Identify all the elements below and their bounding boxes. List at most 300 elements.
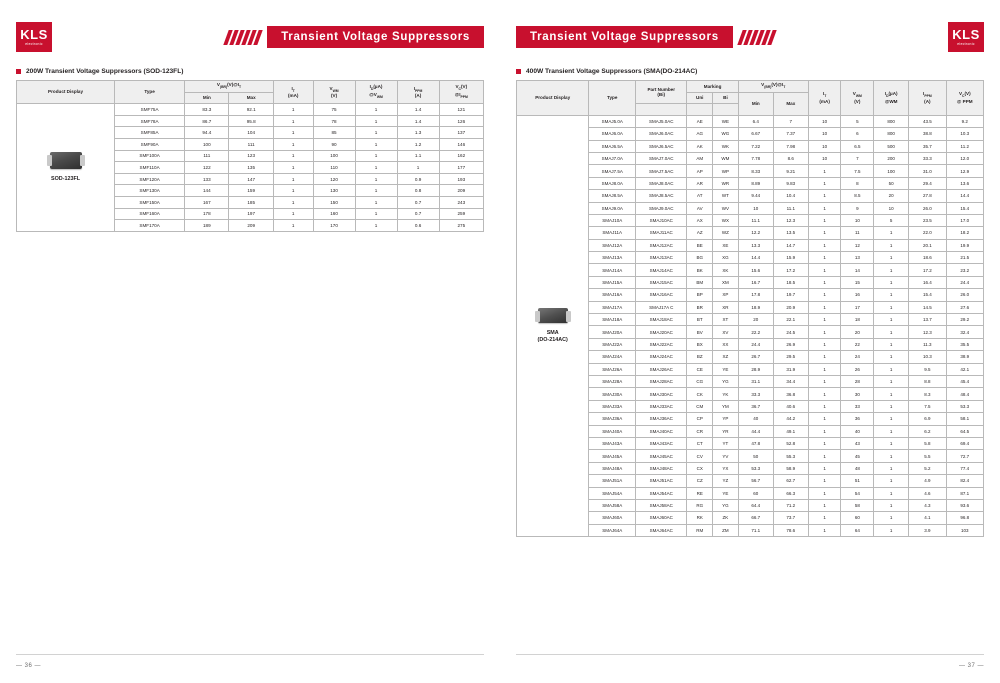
- cell-id: 5: [874, 214, 909, 226]
- cell-vc: 11.2: [946, 140, 983, 152]
- cell-id: 1: [874, 425, 909, 437]
- section-title-left: [16, 68, 484, 75]
- cell-id: 1: [874, 314, 909, 326]
- table-cell: 1.3: [397, 127, 439, 139]
- cell-vc: 10.3: [946, 128, 983, 140]
- product-display-cell: [17, 104, 115, 232]
- cell-vbr-min: 9.44: [738, 190, 773, 202]
- table-cell: 85: [313, 127, 355, 139]
- table-cell: 126: [439, 115, 483, 127]
- cell-vc: 14.4: [946, 190, 983, 202]
- cell-part-number: SMAJ64AC: [636, 524, 687, 536]
- page-number-right: — 37 —: [958, 663, 984, 669]
- cell-part-number: SMAJ20AC: [636, 326, 687, 338]
- cell-part-number: SMAJ17A C: [636, 301, 687, 313]
- cell-marking-uni: CG: [687, 375, 713, 387]
- cell-ipp: 5.8: [909, 437, 946, 449]
- cell-part-number: SMAJ22AC: [636, 338, 687, 350]
- cell-vc: 15.4: [946, 202, 983, 214]
- cell-vbr-max: 9.21: [773, 165, 808, 177]
- cell-marking-uni: BX: [687, 338, 713, 350]
- table-cell: 1: [355, 173, 397, 185]
- cell-type: SMAJ40A: [589, 425, 636, 437]
- th-r-id: [874, 81, 909, 116]
- cell-id: 1: [874, 524, 909, 536]
- cell-part-number: SMAJ13AC: [636, 252, 687, 264]
- table-cell: 1: [273, 150, 313, 162]
- cell-marking-uni: BK: [687, 264, 713, 276]
- th-id-line2: @V: [369, 92, 377, 98]
- cell-id: 1: [874, 326, 909, 338]
- cell-type: SMAJ36A: [589, 413, 636, 425]
- cell-vbr-max: 7.98: [773, 140, 808, 152]
- cell-vc: 96.8: [946, 512, 983, 524]
- table-cell: 92.1: [229, 104, 273, 116]
- cell-type: SMAJ8.0A: [589, 177, 636, 189]
- cell-ipp: 22.0: [909, 227, 946, 239]
- cell-type: SMAJ54A: [589, 487, 636, 499]
- table-cell: 95.8: [229, 115, 273, 127]
- cell-id: 1: [874, 252, 909, 264]
- cell-type: SMF160A: [115, 208, 185, 220]
- product-package-label-line1: SMA: [546, 329, 559, 336]
- cell-id: 1: [874, 512, 909, 524]
- cell-id: 500: [874, 140, 909, 152]
- cell-marking-bi: ZK: [713, 512, 739, 524]
- th-r-vc-sub: C: [962, 94, 965, 99]
- cell-type: SMAJ43A: [589, 437, 636, 449]
- cell-vbr-min: 31.1: [738, 375, 773, 387]
- cell-marking-bi: YV: [713, 450, 739, 462]
- table-cell: 243: [439, 196, 483, 208]
- product-package-label: SOD-123FL: [51, 175, 81, 182]
- cell-type: SMAJ6.5A: [589, 140, 636, 152]
- cell-marking-bi: YE: [713, 487, 739, 499]
- cell-it: 1: [808, 351, 841, 363]
- cell-part-number: SMAJ28AC: [636, 375, 687, 387]
- cell-it: 1: [808, 214, 841, 226]
- cell-marking-bi: YM: [713, 400, 739, 412]
- cell-marking-uni: CT: [687, 437, 713, 449]
- cell-vc: 82.4: [946, 475, 983, 487]
- th-r-bi-spacer: [713, 104, 739, 116]
- cell-vbr-max: 20.9: [773, 301, 808, 313]
- th-r-ipp-unit: (A): [924, 99, 931, 105]
- cell-it: 1: [808, 326, 841, 338]
- cell-ipp: 15.4: [909, 289, 946, 301]
- cell-part-number: SMAJ8.0AC: [636, 177, 687, 189]
- cell-type: SMAJ11A: [589, 227, 636, 239]
- cell-id: 1: [874, 462, 909, 474]
- cell-marking-uni: BM: [687, 276, 713, 288]
- cell-vwm: 24: [841, 351, 874, 363]
- cell-vbr-min: 64.4: [738, 499, 773, 511]
- cell-vwm: 40: [841, 425, 874, 437]
- cell-vbr-max: 12.3: [773, 214, 808, 226]
- cell-marking-bi: XP: [713, 289, 739, 301]
- cell-marking-bi: XR: [713, 301, 739, 313]
- th-vwm: [313, 81, 355, 104]
- cell-vwm: 33: [841, 400, 874, 412]
- cell-vbr-min: 53.3: [738, 462, 773, 474]
- table-cell: 1: [355, 115, 397, 127]
- cell-it: 10: [808, 152, 841, 164]
- cell-marking-uni: CZ: [687, 475, 713, 487]
- cell-marking-uni: BE: [687, 239, 713, 251]
- header-title-left: Transient Voltage Suppressors: [267, 26, 484, 48]
- cell-it: 1: [808, 202, 841, 214]
- page-right: [500, 0, 1000, 683]
- cell-part-number: SMAJ7.0AC: [636, 152, 687, 164]
- cell-marking-bi: YK: [713, 388, 739, 400]
- cell-vbr-max: 10.4: [773, 190, 808, 202]
- cell-marking-bi: XG: [713, 252, 739, 264]
- cell-it: 1: [808, 338, 841, 350]
- cell-marking-bi: WE: [713, 115, 739, 127]
- slash-decoration-icon-right: [740, 30, 774, 45]
- cell-type: SMAJ60A: [589, 512, 636, 524]
- table-row: [517, 115, 984, 127]
- cell-vbr-max: 24.5: [773, 326, 808, 338]
- cell-marking-bi: YG: [713, 499, 739, 511]
- cell-part-number: SMAJ6.0AC: [636, 128, 687, 140]
- table-cell: 147: [229, 173, 273, 185]
- cell-id: 1: [874, 375, 909, 387]
- th-id-sub: D: [370, 87, 374, 92]
- page-header-right: [516, 20, 984, 54]
- table-cell: 1: [273, 138, 313, 150]
- cell-marking-uni: CV: [687, 450, 713, 462]
- bullet-square-icon: [16, 69, 21, 74]
- cell-vc: 42.1: [946, 363, 983, 375]
- cell-ipp: 4.9: [909, 475, 946, 487]
- table-row: [17, 104, 484, 116]
- cell-ipp: 14.5: [909, 301, 946, 313]
- cell-type: SMAJ14A: [589, 264, 636, 276]
- cell-id: 50: [874, 177, 909, 189]
- cell-ipp: 4.6: [909, 487, 946, 499]
- cell-type: SMAJ6.0A: [589, 128, 636, 140]
- cell-vbr-max: 15.9: [773, 252, 808, 264]
- cell-vwm: 58: [841, 499, 874, 511]
- cell-type: SMF120A: [115, 173, 185, 185]
- cell-vc: 32.4: [946, 326, 983, 338]
- th-ipp-i: I: [413, 85, 416, 91]
- cell-ipp: 18.6: [909, 252, 946, 264]
- cell-vc: 12.0: [946, 152, 983, 164]
- cell-part-number: SMAJ60AC: [636, 512, 687, 524]
- cell-marking-bi: WR: [713, 177, 739, 189]
- cell-ipp: 9.5: [909, 363, 946, 375]
- cell-vbr-max: 8.6: [773, 152, 808, 164]
- th-r-part-number: [636, 81, 687, 104]
- th-r-vbr-rest: (V)@I: [771, 82, 784, 88]
- cell-id: 1: [874, 413, 909, 425]
- th-r-vbr-min: Min: [738, 92, 773, 115]
- cell-vwm: 14: [841, 264, 874, 276]
- cell-marking-bi: YT: [713, 437, 739, 449]
- table-cell: 130: [313, 185, 355, 197]
- cell-part-number: SMAJ6.5AC: [636, 140, 687, 152]
- cell-vwm: 20: [841, 326, 874, 338]
- th-r-product-display: Product Display: [517, 81, 589, 116]
- cell-vbr-max: 7: [773, 115, 808, 127]
- cell-vbr-min: 16.7: [738, 276, 773, 288]
- cell-type: SMF90A: [115, 138, 185, 150]
- cell-id: 1: [874, 301, 909, 313]
- cell-vwm: 6: [841, 128, 874, 140]
- section-title-right: [516, 68, 984, 75]
- th-vbr-max: Max: [229, 92, 273, 104]
- cell-it: 1: [808, 388, 841, 400]
- th-vwm-v: V: [329, 85, 333, 91]
- cell-marking-uni: CX: [687, 462, 713, 474]
- table-cell: 94.4: [185, 127, 229, 139]
- cell-vbr-min: 28.9: [738, 363, 773, 375]
- cell-ipp: 13.7: [909, 314, 946, 326]
- th-r-vwm-sub: WM: [855, 94, 862, 99]
- logo-text-right: KLS: [952, 26, 980, 42]
- table-cell: 120: [313, 173, 355, 185]
- cell-marking-uni: RK: [687, 512, 713, 524]
- cell-vbr-max: 13.5: [773, 227, 808, 239]
- th-vbr-min: Min: [185, 92, 229, 104]
- cell-vwm: 12: [841, 239, 874, 251]
- cell-vbr-min: 15.6: [738, 264, 773, 276]
- table-cell: 78: [313, 115, 355, 127]
- table-cell: 1.4: [397, 115, 439, 127]
- cell-vbr-min: 66.7: [738, 512, 773, 524]
- table-400w-body: [517, 115, 984, 536]
- cell-ipp: 20.1: [909, 239, 946, 251]
- cell-vbr-min: 6.67: [738, 128, 773, 140]
- th-ipp: [397, 81, 439, 104]
- table-cell: 1: [273, 196, 313, 208]
- cell-it: 1: [808, 413, 841, 425]
- table-cell: 1.2: [397, 138, 439, 150]
- cell-marking-bi: XK: [713, 264, 739, 276]
- table-cell: 159: [229, 185, 273, 197]
- table-cell: 1: [355, 185, 397, 197]
- cell-marking-bi: WZ: [713, 227, 739, 239]
- th-r-part-number-spacer: [636, 104, 687, 116]
- cell-vbr-max: 9.83: [773, 177, 808, 189]
- cell-vwm: 18: [841, 314, 874, 326]
- th-vbr-rest: (V)@I: [227, 82, 239, 88]
- table-cell: 86.7: [185, 115, 229, 127]
- cell-vwm: 13: [841, 252, 874, 264]
- cell-type: SMF150A: [115, 196, 185, 208]
- th-id-unit: (µA): [373, 84, 383, 90]
- cell-type: SMAJ64A: [589, 524, 636, 536]
- cell-it: 1: [808, 276, 841, 288]
- cell-id: 1: [874, 475, 909, 487]
- cell-type: SMAJ10A: [589, 214, 636, 226]
- cell-vbr-max: 36.8: [773, 388, 808, 400]
- cell-type: SMAJ7.5A: [589, 165, 636, 177]
- table-cell: 150: [313, 196, 355, 208]
- cell-vbr-max: 29.5: [773, 351, 808, 363]
- sod-123fl-package-icon: [50, 152, 82, 169]
- table-cell: 193: [439, 173, 483, 185]
- cell-marking-uni: AV: [687, 202, 713, 214]
- table-cell: 209: [229, 220, 273, 232]
- cell-vwm: 45: [841, 450, 874, 462]
- th-r-it: [808, 81, 841, 116]
- cell-ipp: 11.3: [909, 338, 946, 350]
- cell-ipp: 5.2: [909, 462, 946, 474]
- cell-marking-uni: AM: [687, 152, 713, 164]
- cell-marking-uni: RG: [687, 499, 713, 511]
- cell-type: SMF75A: [115, 104, 185, 116]
- cell-vbr-min: 10: [738, 202, 773, 214]
- cell-it: 1: [808, 400, 841, 412]
- th-type: Type: [115, 81, 185, 104]
- th-vbr-rest-sub: T: [239, 85, 242, 90]
- cell-id: 800: [874, 115, 909, 127]
- cell-part-number: SMAJ58AC: [636, 499, 687, 511]
- cell-ipp: 5.5: [909, 450, 946, 462]
- table-cell: 0.6: [397, 220, 439, 232]
- table-cell: 1: [273, 220, 313, 232]
- cell-vbr-max: 22.1: [773, 314, 808, 326]
- cell-vc: 35.5: [946, 338, 983, 350]
- cell-vwm: 5: [841, 115, 874, 127]
- product-package-label-line2: (DO-214AC): [537, 336, 568, 343]
- cell-id: 1: [874, 388, 909, 400]
- th-product-display: Product Display: [17, 81, 115, 104]
- cell-type: SMAJ28A: [589, 375, 636, 387]
- cell-vbr-max: 55.3: [773, 450, 808, 462]
- table-cell: 123: [229, 150, 273, 162]
- cell-part-number: SMAJ51AC: [636, 475, 687, 487]
- cell-marking-bi: WP: [713, 165, 739, 177]
- cell-marking-uni: CR: [687, 425, 713, 437]
- table-cell: 1.4: [397, 104, 439, 116]
- cell-part-number: SMAJ14AC: [636, 264, 687, 276]
- th-r-vwm-unit: (V): [854, 99, 861, 105]
- cell-marking-uni: CP: [687, 413, 713, 425]
- cell-part-number: SMAJ54AC: [636, 487, 687, 499]
- cell-part-number: SMAJ16AC: [636, 289, 687, 301]
- th-r-it-i: I: [822, 91, 825, 97]
- th-r-vc-v: V: [958, 91, 963, 97]
- cell-marking-bi: WG: [713, 128, 739, 140]
- table-cell: 1.1: [397, 150, 439, 162]
- cell-vwm: 15: [841, 276, 874, 288]
- th-r-vbr-sub: (BR): [764, 85, 772, 90]
- logo-subtitle: electronic: [25, 41, 43, 46]
- cell-part-number: SMAJ24AC: [636, 351, 687, 363]
- cell-it: 1: [808, 239, 841, 251]
- header-bar-left: [52, 26, 484, 48]
- table-cell: 160: [313, 208, 355, 220]
- slash-decoration-icon: [226, 30, 260, 45]
- table-cell: 1: [355, 127, 397, 139]
- th-it-unit: (mA): [287, 93, 299, 99]
- cell-type: SMAJ15A: [589, 276, 636, 288]
- cell-ipp: 38.8: [909, 128, 946, 140]
- cell-ipp: 27.8: [909, 190, 946, 202]
- cell-it: 1: [808, 450, 841, 462]
- cell-part-number: SMAJ26AC: [636, 363, 687, 375]
- cell-marking-bi: XT: [713, 314, 739, 326]
- cell-vbr-max: 66.3: [773, 487, 808, 499]
- cell-ipp: 43.5: [909, 115, 946, 127]
- cell-vc: 64.5: [946, 425, 983, 437]
- table-cell: 1: [273, 115, 313, 127]
- cell-vbr-min: 44.4: [738, 425, 773, 437]
- cell-type: SMAJ12A: [589, 239, 636, 251]
- th-vbr-sub: (BR): [219, 85, 228, 90]
- table-cell: 122: [185, 162, 229, 174]
- cell-it: 1: [808, 252, 841, 264]
- cell-vbr-min: 24.4: [738, 338, 773, 350]
- cell-part-number: SMAJ33AC: [636, 400, 687, 412]
- th-r-it-sub: T: [824, 94, 827, 99]
- th-r-marking: Marking: [687, 81, 738, 93]
- cell-type: SMF110A: [115, 162, 185, 174]
- cell-type: SMAJ18A: [589, 314, 636, 326]
- th-vbr-v: V: [216, 82, 220, 88]
- th-it: [273, 81, 313, 104]
- th-r-vc-line2: @ PPM: [956, 99, 973, 105]
- product-package-label: [538, 330, 568, 344]
- cell-vbr-max: 44.2: [773, 413, 808, 425]
- th-r-part-number-sub: (Bi): [657, 92, 666, 98]
- cell-type: SMF130A: [115, 185, 185, 197]
- cell-vbr-min: 18.9: [738, 301, 773, 313]
- cell-type: SMF100A: [115, 150, 185, 162]
- table-cell: 1: [397, 162, 439, 174]
- cell-part-number: SMAJ8.5AC: [636, 190, 687, 202]
- table-cell: 104: [229, 127, 273, 139]
- cell-vwm: 28: [841, 375, 874, 387]
- th-r-bi: Bi: [713, 92, 739, 104]
- cell-marking-uni: AT: [687, 190, 713, 202]
- cell-marking-bi: WV: [713, 202, 739, 214]
- th-it-i: I: [291, 85, 293, 91]
- cell-vbr-min: 40: [738, 413, 773, 425]
- cell-vbr-max: 19.7: [773, 289, 808, 301]
- cell-ipp: 29.4: [909, 177, 946, 189]
- cell-id: 1: [874, 400, 909, 412]
- cell-marking-bi: XE: [713, 239, 739, 251]
- cell-marking-bi: WM: [713, 152, 739, 164]
- cell-it: 1: [808, 487, 841, 499]
- bullet-square-icon-right: [516, 69, 521, 74]
- kls-logo-right: [948, 22, 984, 52]
- table-cell: 0.7: [397, 196, 439, 208]
- cell-it: 10: [808, 128, 841, 140]
- cell-vbr-max: 73.7: [773, 512, 808, 524]
- table-200w: [16, 80, 484, 232]
- cell-vbr-max: 18.5: [773, 276, 808, 288]
- cell-part-number: SMAJ43AC: [636, 437, 687, 449]
- th-r-type: Type: [589, 81, 636, 116]
- cell-type: SMAJ8.5A: [589, 190, 636, 202]
- table-cell: 209: [439, 185, 483, 197]
- cell-it: 1: [808, 462, 841, 474]
- cell-vbr-max: 11.1: [773, 202, 808, 214]
- cell-vbr-min: 8.33: [738, 165, 773, 177]
- th-r-id-line2: @WM: [884, 99, 898, 105]
- table-400w: [516, 80, 984, 537]
- cell-type: SMAJ22A: [589, 338, 636, 350]
- cell-it: 1: [808, 425, 841, 437]
- cell-vc: 38.9: [946, 351, 983, 363]
- th-r-it-unit: (mA): [819, 99, 830, 105]
